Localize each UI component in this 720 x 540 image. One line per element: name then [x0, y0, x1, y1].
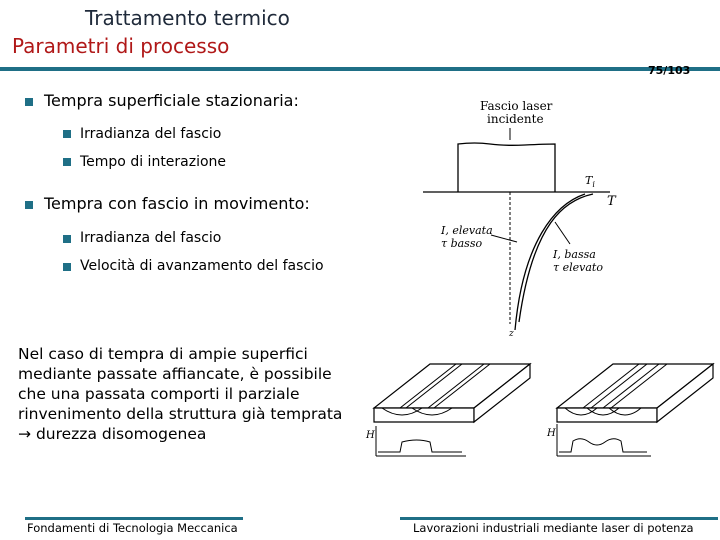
hardness-label-left: H — [366, 430, 375, 441]
bullet-stationary: Tempra superficiale stazionaria: — [44, 91, 299, 110]
sub-bullet-time: Tempo di interazione — [80, 154, 227, 170]
header-rule — [0, 67, 720, 71]
block-diagram-right — [545, 356, 720, 461]
beam-label-2: incidente — [487, 112, 544, 126]
bullet-icon — [63, 263, 71, 271]
footer-left: Fondamenti di Tecnologia Meccanica — [27, 521, 238, 535]
t-axis-label: T — [607, 194, 616, 209]
bullet-icon — [25, 201, 33, 209]
paragraph-text: Nel caso di tempra di ampie superfici mediante passate affiancate, è possibile che una passata comporti il parziale rinvenimento della struttura già temprata — [18, 345, 343, 423]
bullet-icon — [63, 158, 71, 166]
sub-bullet-speed: Velocità di avanzamento del fascio — [80, 258, 324, 274]
footer-rule-left — [25, 517, 243, 520]
beam-label-1: Fascio laser — [480, 99, 553, 113]
ti-label: $T_i$ — [585, 174, 595, 189]
bullet-icon — [63, 235, 71, 243]
slide-title: Trattamento termico — [85, 6, 290, 30]
block-diagram-left — [362, 356, 537, 461]
sub-bullet-irradiance-2: Irradianza del fascio — [80, 230, 222, 246]
temperature-profile-diagram — [415, 92, 620, 342]
body-paragraph — [18, 344, 348, 444]
beam-profile — [458, 143, 555, 192]
right-curve-label-1: I, bassa — [553, 248, 596, 261]
left-curve-label-1: I, elevata — [441, 224, 493, 237]
bullet-moving: Tempra con fascio in movimento: — [44, 194, 310, 213]
page-number: 75/103 — [648, 64, 691, 77]
hardness-label-right: H — [547, 428, 556, 439]
arrow-icon: → — [18, 425, 31, 443]
left-curve-label-2: τ basso — [441, 237, 483, 250]
right-curve-label-2: τ elevato — [553, 261, 603, 274]
footer-right: Lavorazioni industriali mediante laser di potenza — [413, 521, 694, 535]
left-pointer — [491, 235, 517, 242]
z-axis-label: z — [509, 329, 514, 339]
sub-bullet-irradiance: Irradianza del fascio — [80, 126, 222, 142]
right-pointer — [555, 222, 570, 244]
bullet-icon — [63, 130, 71, 138]
paragraph-tail: durezza disomogenea — [35, 425, 207, 443]
bullet-icon — [25, 98, 33, 106]
footer-rule-right — [400, 517, 718, 520]
slide-subtitle: Parametri di processo — [12, 34, 230, 58]
